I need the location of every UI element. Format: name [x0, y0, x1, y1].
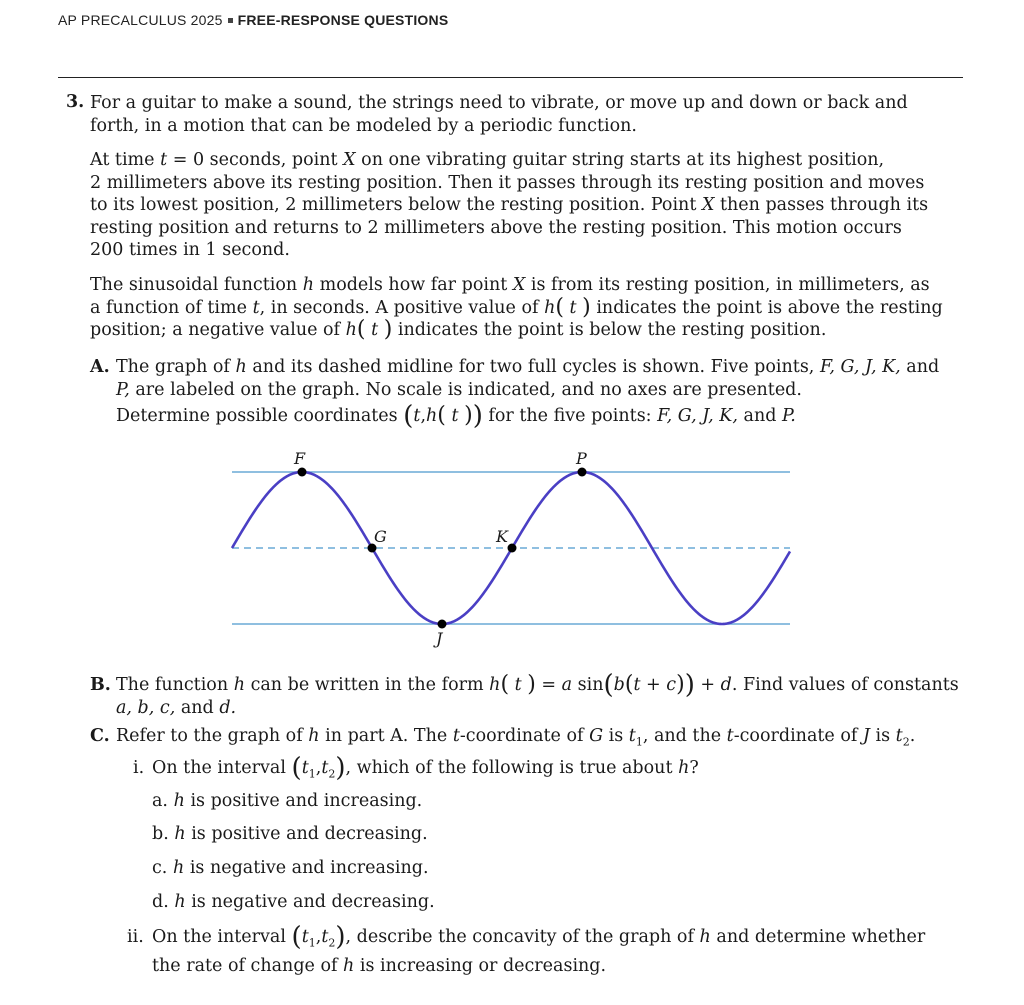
point-F — [298, 468, 307, 477]
option-b[interactable]: b. h is positive and decreasing. — [152, 824, 428, 844]
part-c-text: Refer to the graph of h in part A. The t-coordinate of G is $t_1$, and the t-coordinate of J is $t_2$. — [116, 726, 916, 749]
point-label-J: J — [436, 629, 443, 648]
part-c-i-text: On the interval $(t_1,t_2)$, which of the following is true about h? — [152, 753, 699, 783]
motion-paragraph: At time t = 0 seconds, point X on one vibrating guitar string starts at its highest position, 2 millimeters above its resting position. Then it passes through its resting position and moves to its lowest position, 2 millimeters below the resting position. Point X then passes through its resting position and returns to 2 millimeters above the resting position. This motion occurs 200 times in 1 second. — [90, 150, 929, 260]
option-d[interactable]: d. h is negative and decreasing. — [152, 892, 435, 912]
function-paragraph: The sinusoidal function h models how far point X is from its resting position, in millimeters, as a function of time t, in seconds. A positive value of h( t ) indicates the point is above the resting position; a negative value of h( t ) indicates the point is below the resting position. — [90, 275, 943, 342]
point-label-G: G — [374, 527, 387, 546]
point-label-K: K — [496, 527, 508, 546]
point-J — [438, 620, 447, 629]
option-a[interactable]: a. h is positive and increasing. — [152, 791, 423, 811]
part-c-ii-text: On the interval $(t_1,t_2)$, describe the concavity of the graph of h and determine whether the rate of change of h is increasing or decreasing. — [152, 922, 926, 976]
question-number: 3. — [66, 92, 85, 112]
course-title: AP PRECALCULUS 2025 — [58, 12, 223, 28]
section-title: FREE-RESPONSE QUESTIONS — [237, 12, 449, 28]
point-P — [578, 468, 587, 477]
part-c-ii-label: ii. — [127, 927, 144, 947]
option-c[interactable]: c. h is negative and increasing. — [152, 858, 429, 878]
intro-paragraph: For a guitar to make a sound, the strings need to vibrate, or move up and down or back and forth, in a motion that can be modeled by a periodic function. — [90, 93, 908, 136]
part-b-label: B. — [90, 675, 111, 695]
part-a-label: A. — [90, 357, 110, 377]
part-c-label: C. — [90, 726, 110, 746]
part-a-text: The graph of h and its dashed midline for two full cycles is shown. Five points, F, G, J, K, and P, are labeled on the graph. No scale is indicated, and no axes are presented. Determine possible coordinates (t,h( t )) for the five points: F, G, J, K, and P. — [116, 357, 940, 431]
point-K — [508, 544, 517, 553]
part-c-i-label: i. — [133, 758, 145, 778]
part-b-text: The function h can be written in the form h( t ) = a sin(b(t + c)) + d. Find values of constants a, b, c, and d. — [116, 670, 959, 718]
sinusoid-formula: h( t ) = a sin(b(t + c)) + d — [489, 670, 732, 700]
point-label-F: F — [294, 449, 306, 468]
point-label-P: P — [576, 449, 587, 468]
